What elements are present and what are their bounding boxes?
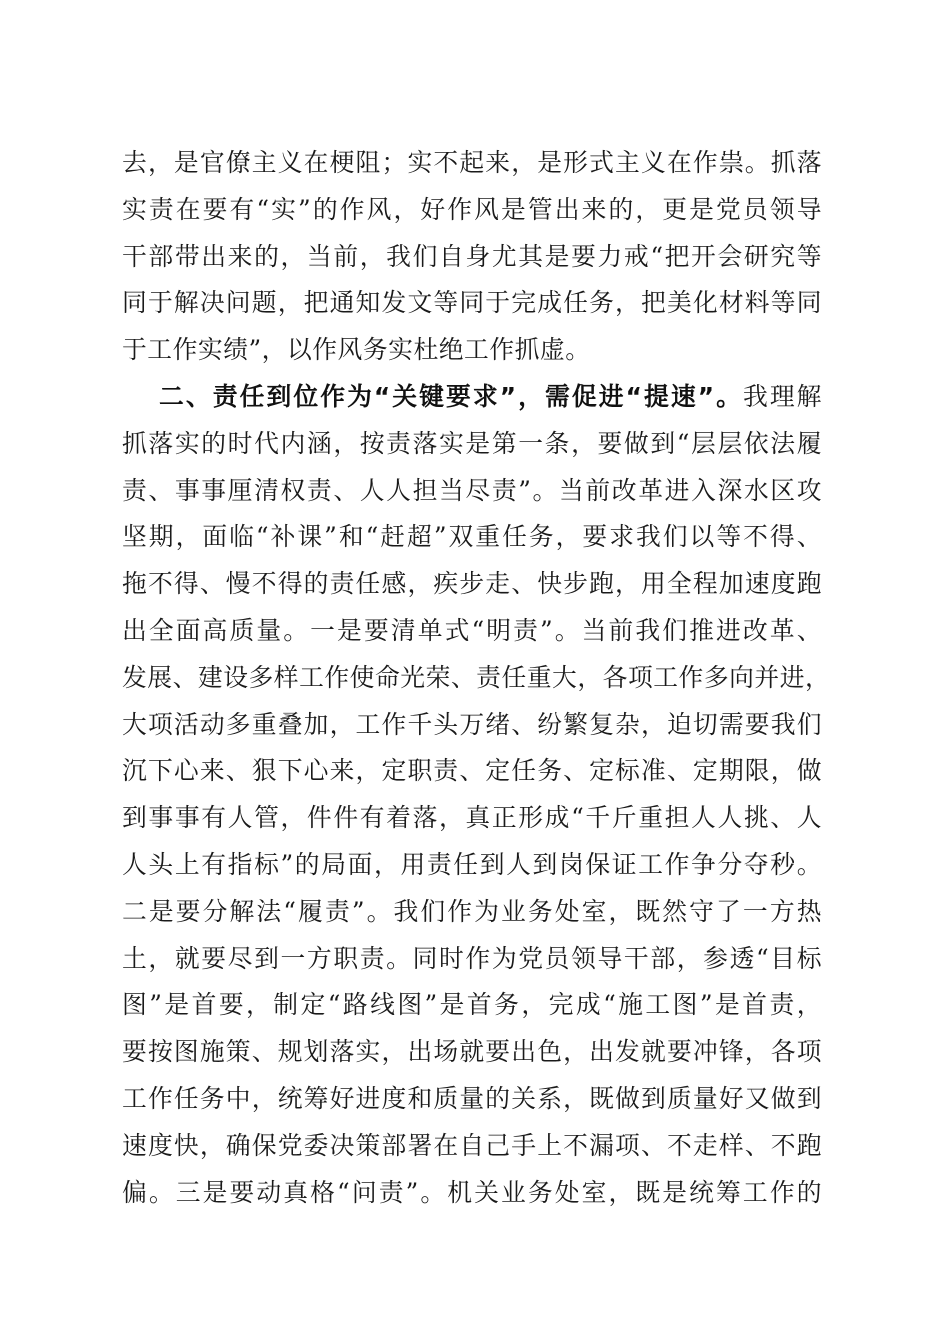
text-line: 图”是首要，制定“路线图”是首务，完成“施工图”是首责， — [122, 990, 822, 1020]
text-line: 土，就要尽到一方职责。同时作为党员领导干部，参透“目标 — [122, 943, 822, 973]
text-line: 责、事事厘清权责、人人担当尽责”。当前改革进入深水区攻 — [122, 475, 822, 505]
text-line: 拖不得、慢不得的责任感，疾步走、快步跑，用全程加速度跑 — [122, 569, 822, 599]
text-line: 坚期，面临“补课”和“赶超”双重任务，要求我们以等不得、 — [122, 522, 822, 552]
text-line: 速度快，确保党委决策部署在自己手上不漏项、不走样、不跑 — [122, 1130, 822, 1160]
text-line: 出全面高质量。一是要清单式“明责”。当前我们推进改革、 — [122, 615, 822, 645]
text-line: 同于解决问题，把通知发文等同于完成任务，把美化材料等同 — [122, 288, 822, 318]
text-line: 干部带出来的，当前，我们自身尤其是要力戒“把开会研究等 — [122, 241, 822, 271]
text-line: 人头上有指标”的局面，用责任到人到岗保证工作争分夺秒。 — [122, 849, 822, 879]
text-line: 偏。三是要动真格“问责”。机关业务处室，既是统筹工作的 — [122, 1177, 822, 1207]
body-text — [122, 140, 831, 1216]
section-heading: 二、责任到位作为“关键要求”，需促进“提速”。 — [159, 381, 743, 411]
section-heading-line — [122, 374, 822, 421]
text-line: 大项活动多重叠加，工作千头万绪、纷繁复杂，迫切需要我们 — [122, 709, 822, 739]
text-line: 沉下心来、狠下心来，定职责、定任务、定标准、定期限，做 — [122, 756, 822, 786]
text-line: 实责在要有“实”的作风，好作风是管出来的，更是党员领导 — [122, 194, 822, 224]
text-line: 发展、建设多样工作使命光荣、责任重大，各项工作多向并进， — [122, 662, 831, 692]
text-line: 于工作实绩”，以作风务实杜绝工作抓虚。 — [122, 335, 591, 365]
text-line: 到事事有人管，件件有着落，真正形成“千斤重担人人挑、人 — [122, 803, 822, 833]
text-line: 二是要分解法“履责”。我们作为业务处室，既然守了一方热 — [122, 896, 822, 926]
text-line: 工作任务中，统筹好进度和质量的关系，既做到质量好又做到 — [122, 1083, 822, 1113]
heading-line-rest: 我理解 — [742, 381, 822, 411]
text-line: 抓落实的时代内涵，按责落实是第一条，要做到“层层依法履 — [122, 428, 822, 458]
text-line: 要按图施策、规划落实，出场就要出色，出发就要冲锋，各项 — [122, 1037, 822, 1067]
text-line: 去，是官僚主义在梗阻；实不起来，是形式主义在作祟。抓落 — [122, 148, 822, 177]
